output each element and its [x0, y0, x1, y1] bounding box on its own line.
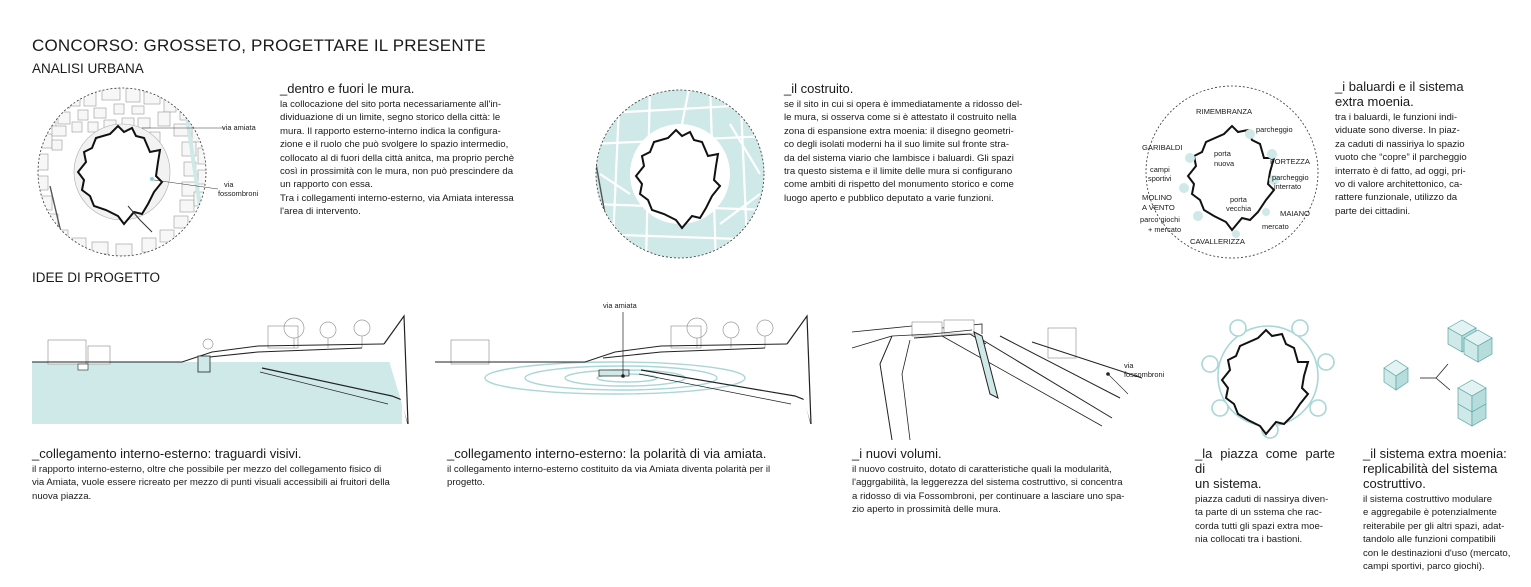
idea-5-line: il sistema costruttivo modulare [1363, 494, 1493, 505]
analysis-3-text [1335, 79, 1507, 218]
analysis-1-line: Tra i collegamenti interno-esterno, via Amiata interessa [280, 192, 514, 204]
idea-5-line: con le destinazioni d'uso (mercato, [1363, 547, 1511, 559]
analysis-2-line: le mura, si osserva come si è attestato il costruito nella [784, 112, 1017, 124]
city-map-2-icon [590, 84, 770, 264]
analysis-2-line: luogo aperto e pubblico deputato a varie funzioni. [784, 192, 994, 204]
idea-4-line: ta parte di un sstema che rac- [1195, 507, 1322, 519]
analysis-1-line: la collocazione del sito porta necessariamente all'in- [280, 99, 502, 110]
idea-1-title: _collegamento interno-esterno: traguardi visivi. [32, 446, 302, 461]
analysis-1-line: collocato al di fuori della città anitca, ma proprio perchè [280, 152, 515, 164]
piazza-system-diagram-icon [1200, 312, 1338, 440]
maiano-label: MAIANO [1280, 209, 1310, 218]
molino-label-2: A VENTO [1142, 203, 1175, 212]
via-amiata-section-label: via amiata [603, 301, 637, 310]
section-title-idee: IDEE DI PROGETTO [32, 270, 161, 285]
idea-1-line: via Amiata, vuole essere ricreato per mezzo di punti visuali accessibili ai fruitori della [32, 477, 390, 489]
analysis-3-line: vuoto che “copre” il parcheggio [1335, 152, 1467, 164]
idea-4-title-2: un sistema. [1195, 476, 1262, 491]
idea-4-line: piazza caduti di nassirya diven- [1195, 494, 1329, 505]
idea-4-line: nia collocati tra i bastioni. [1195, 534, 1303, 546]
parcheggio-interrato-label-2: interrato [1274, 182, 1302, 191]
analysis-1-title: _dentro e fuori le mura. [280, 81, 415, 96]
analysis-3-line: tra i baluardi, le funzioni indi- [1335, 112, 1458, 123]
idea-2-title: _collegamento interno-esterno: la polarità di via amiata. [447, 446, 767, 461]
analysis-1-line: l'area di intervento. [280, 206, 361, 218]
idea-3-line: zio aperto in prossimità delle mura. [852, 504, 1001, 516]
analysis-2-text [784, 81, 1044, 205]
section-2-icon [435, 298, 825, 433]
analysis-1-line: dividuazione di un limite, segno storico della città: le [280, 112, 501, 124]
analysis-3-line: rattere funzionale, utilizzo da [1335, 192, 1458, 204]
section-3-icon [852, 314, 1172, 440]
garibaldi-label: GARIBALDI [1142, 143, 1183, 152]
idea-5-text [1363, 446, 1521, 573]
rimembranza-label: RIMEMBRANZA [1196, 107, 1253, 116]
analysis-3-title-2: extra moenia. [1335, 94, 1414, 109]
via-amiata-label: via amiata [222, 123, 256, 132]
bastion-diagram-icon [1132, 84, 1322, 260]
analysis-2-line: co degli isolati moderni ha il suo limite sul fronte stra- [784, 139, 1010, 151]
section-title-analisi: ANALISI URBANA [32, 61, 144, 76]
analysis-1-line: così in prossimità con le mura, non può prescindere da [280, 166, 514, 178]
idea-2-text [447, 446, 847, 490]
analysis-2-line: se il sito in cui si opera è immediatamente a ridosso del- [784, 99, 1023, 110]
analysis-1-line: zione e il ruolo che può svolgere lo spazio intermedio, [280, 139, 509, 151]
via-fossombroni-label-2: fossombroni [1124, 370, 1165, 379]
idea-4-title: _la piazza come parte di [1195, 446, 1335, 476]
idea-5-title-2: replicabilità del sistema [1363, 461, 1498, 476]
idea-3-line: il nuovo costruito, dotato di caratteristiche quali la modularità, [852, 464, 1112, 475]
porta-vecchia-label-2: vecchia [1226, 204, 1252, 213]
idea-5-line: e aggregabile è potenzialmente [1363, 507, 1497, 519]
porta-vecchia-label: porta [1230, 195, 1247, 204]
idea-5-line: tandolo alle funzioni compatibili [1363, 534, 1496, 546]
fortezza-label: FORTEZZA [1270, 157, 1310, 166]
idea-3-title: _i nuovi volumi. [852, 446, 942, 461]
idea-5-line: reiterabile per gli altri spazi, adat- [1363, 520, 1505, 532]
section-1-icon [32, 300, 422, 435]
idea-1-line: il rapporto interno-esterno, oltre che possibile per mezzo del collegamento fisico di [32, 464, 382, 475]
via-label: via [224, 180, 234, 189]
porta-nuova-label: porta [1214, 149, 1231, 158]
cube-modules-icon [1378, 316, 1508, 426]
analysis-2-line: zona di espansione extra moenia: il disegno geometri- [784, 125, 1014, 137]
idea-2-line: progetto. [447, 477, 485, 489]
mercato-label: mercato [1262, 222, 1289, 231]
parco-giochi-label: parco giochi [1140, 215, 1180, 224]
analysis-2-line: come ambiti di rispetto del monumento storico e come [784, 179, 1014, 191]
analysis-1-text [280, 81, 528, 219]
analysis-3-line: viduate sono diverse. In piaz- [1335, 125, 1460, 137]
parcheggio-label: parcheggio [1256, 125, 1293, 134]
analysis-2-title: _il costruito. [784, 81, 854, 96]
idea-1-line: nuova piazza. [32, 490, 92, 502]
analysis-2-line: tra questo sistema e il limite delle mura si configurano [784, 166, 1013, 178]
campi-sportivi-label-2: sportivi [1148, 174, 1172, 183]
molino-label: MOLINO [1142, 193, 1172, 202]
idea-3-text [852, 446, 1142, 517]
parco-giochi-label-2: + mercato [1148, 225, 1182, 234]
campi-sportivi-label: campi [1150, 165, 1170, 174]
analysis-3-line: vo di valore architettonico, ca- [1335, 179, 1463, 191]
page-title: CONCORSO: GROSSETO, PROGETTARE IL PRESENTE [32, 36, 486, 55]
idea-5-title-3: costruttivo. [1363, 476, 1426, 491]
analysis-1-line: mura. Il rapporto esterno-interno indica la configura- [280, 125, 501, 137]
idea-2-line: il collegamento interno-esterno costituito da via Amiata diventa polarità per il [447, 464, 771, 475]
idea-3-line: a ridosso di via Fossombroni, per continuare a lasciare uno spa- [852, 490, 1125, 502]
analysis-3-line: za caduti di nassiriya lo spazio [1335, 138, 1465, 150]
parcheggio-interrato-label: parcheggio [1272, 173, 1309, 182]
analysis-3-line: interrato è di fatto, ad oggi, pri- [1335, 165, 1466, 177]
idea-4-line: corda tutti gli spazi extra moe- [1195, 520, 1323, 532]
city-map-1-icon [32, 82, 272, 262]
analysis-2-line: da del sistema viario che lambisce i baluardi. Gli spazi [784, 152, 1014, 164]
idea-5-line: campi sportivi, parco giochi). [1363, 561, 1485, 573]
cavallerizza-label: CAVALLERIZZA [1190, 237, 1245, 246]
fossombroni-label: fossombroni [218, 189, 259, 198]
analysis-3-title: _i baluardi e il sistema [1335, 79, 1464, 94]
idea-3-line: l'aggrgabilità, la leggerezza del sistema costruttivo, si concentra [852, 477, 1123, 489]
analysis-3-line: parte dei cittadini. [1335, 205, 1411, 217]
idea-1-text [32, 446, 442, 503]
porta-nuova-label-2: nuova [1214, 159, 1235, 168]
via-fossombroni-label: via [1124, 361, 1134, 370]
idea-4-text [1195, 446, 1335, 547]
idea-5-title: _il sistema extra moenia: [1363, 446, 1507, 461]
analysis-1-line: un rapporto con essa. [280, 179, 373, 191]
